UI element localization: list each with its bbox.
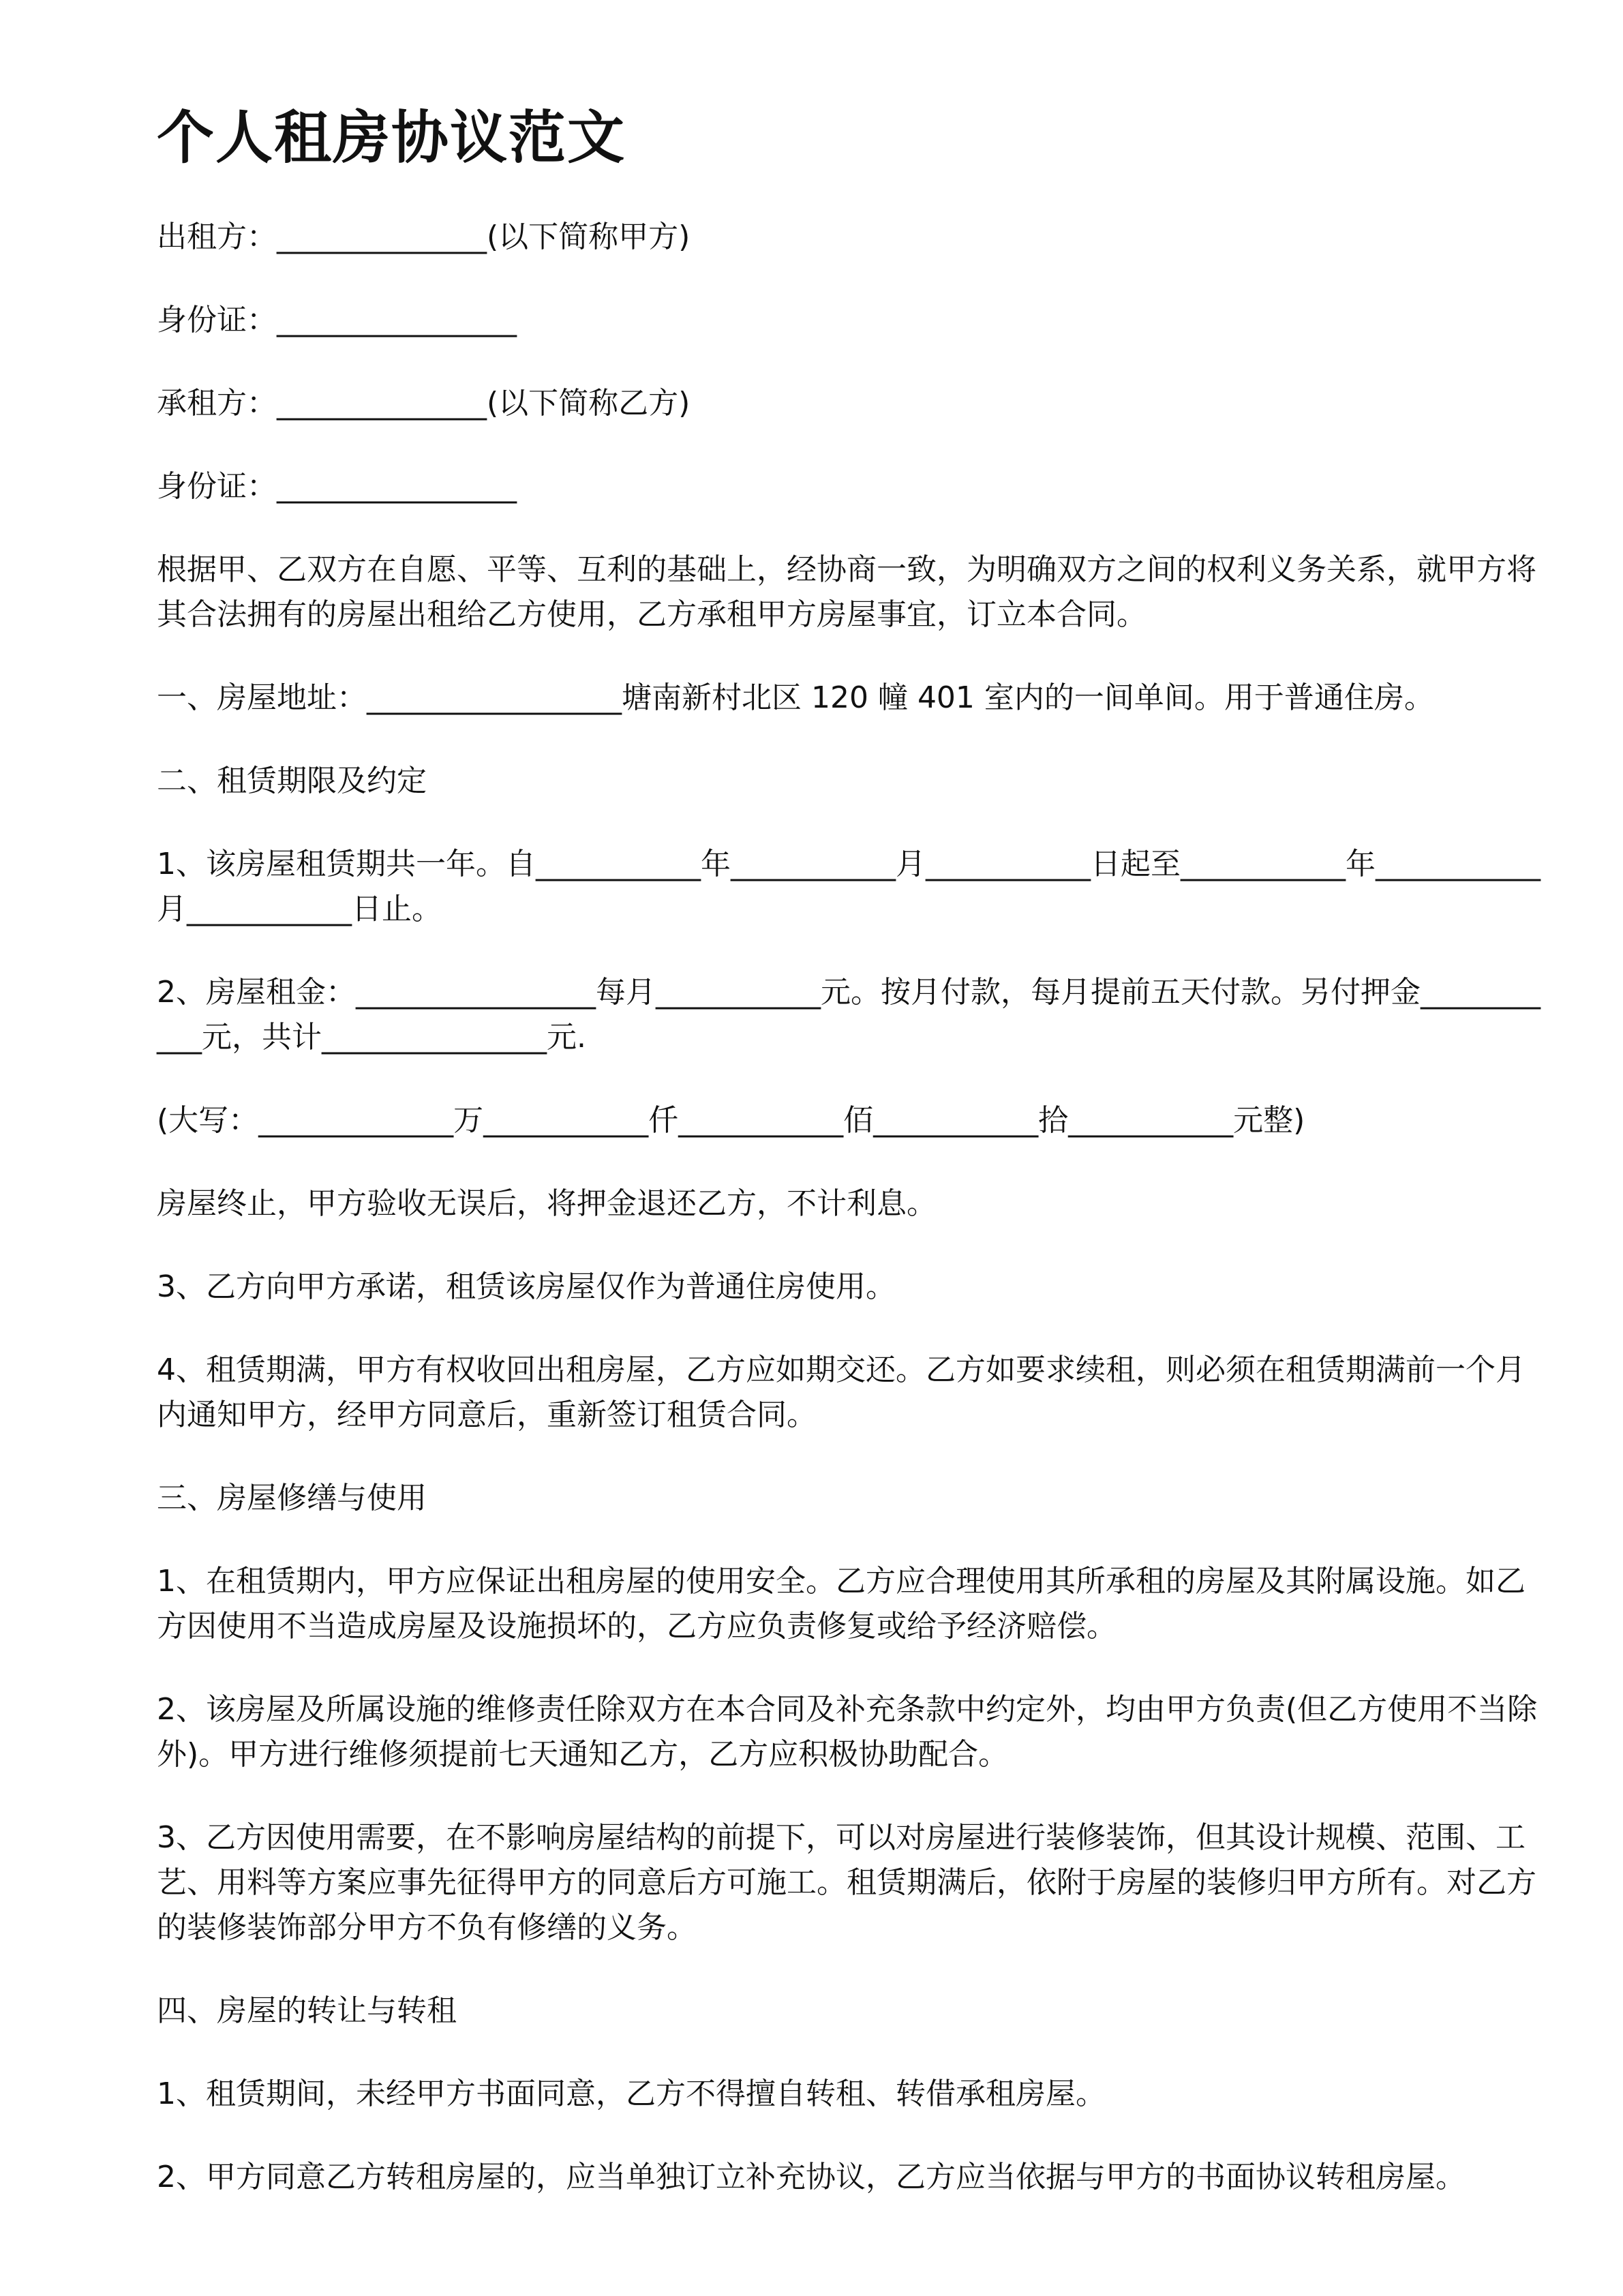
clause-2-4-renewal: 4、租赁期满，甲方有权收回出租房屋，乙方应如期交还。乙方如要求续租，则必须在租赁期满前一个月内通知甲方，经甲方同意后，重新签订租赁合同。 [157, 1353, 1526, 1432]
document-title: 个人租房协议范文 [157, 104, 626, 171]
clause-3-3-decoration: 3、乙方因使用需要，在不影响房屋结构的前提下，可以对房屋进行装修装饰，但其设计规模、范围、工艺、用料等方案应事先征得甲方的同意后方可施工。租赁期满后，依附于房屋的装修归甲方所有。对乙方的装修装饰部分甲方不负有修缮的义务。 [157, 1820, 1536, 1945]
section-3-heading: 三、房屋修缮与使用 [157, 1481, 427, 1515]
clause-2-2-rent: 2、房屋租金：________________每月___________元。按月付款，每月提前五天付款。另付押金___________元，共计_______________元. [157, 975, 1541, 1055]
clause-2-1-term: 1、该房屋租赁期共一年。自___________年___________月___________日起至___________年___________月___________日止。 [157, 847, 1541, 926]
section-4-heading: 四、房屋的转让与转租 [157, 1993, 457, 2028]
clause-4-2-sublet-agreement: 2、甲方同意乙方转租房屋的，应当单独订立补充协议，乙方应当依据与甲方的书面协议转租房屋。 [157, 2160, 1466, 2194]
section-2-heading: 二、租赁期限及约定 [157, 764, 427, 798]
lessor-line: 出租方：______________(以下简称甲方) [157, 220, 691, 254]
deposit-refund-paragraph: 房屋终止，甲方验收无误后，将押金退还乙方，不计利息。 [157, 1186, 937, 1221]
section-1-address: 一、房屋地址：_________________塘南新村北区 120 幢 401 室内的一间单间。用于普通住房。 [157, 680, 1434, 715]
preamble-paragraph: 根据甲、乙双方在自愿、平等、互利的基础上，经协商一致，为明确双方之间的权利义务关系，就甲方将其合法拥有的房屋出租给乙方使用，乙方承租甲方房屋事宜，订立本合同。 [157, 552, 1536, 632]
clause-4-1-sublet: 1、租赁期间，未经甲方书面同意，乙方不得擅自转租、转借承租房屋。 [157, 2076, 1106, 2111]
clause-3-2-maintenance: 2、该房屋及所属设施的维修责任除双方在本合同及补充条款中约定外，均由甲方负责(但乙方使用不当除外)。甲方进行维修须提前七天通知乙方，乙方应积极协助配合。 [157, 1692, 1538, 1772]
lessor-id-line: 身份证：________________ [157, 303, 517, 337]
lessee-line: 承租方：______________(以下简称乙方) [157, 386, 691, 421]
clause-2-3-usage: 3、乙方向甲方承诺，租赁该房屋仅作为普通住房使用。 [157, 1269, 896, 1304]
lessee-id-line: 身份证：________________ [157, 469, 517, 504]
rent-in-words-line: (大写：_____________万___________仟___________佰___________拾___________元整) [157, 1103, 1305, 1138]
clause-3-1-safety: 1、在租赁期内，甲方应保证出租房屋的使用安全。乙方应合理使用其所承租的房屋及其附属设施。如乙方因使用不当造成房屋及设施损坏的，乙方应负责修复或给予经济赔偿。 [157, 1564, 1526, 1644]
